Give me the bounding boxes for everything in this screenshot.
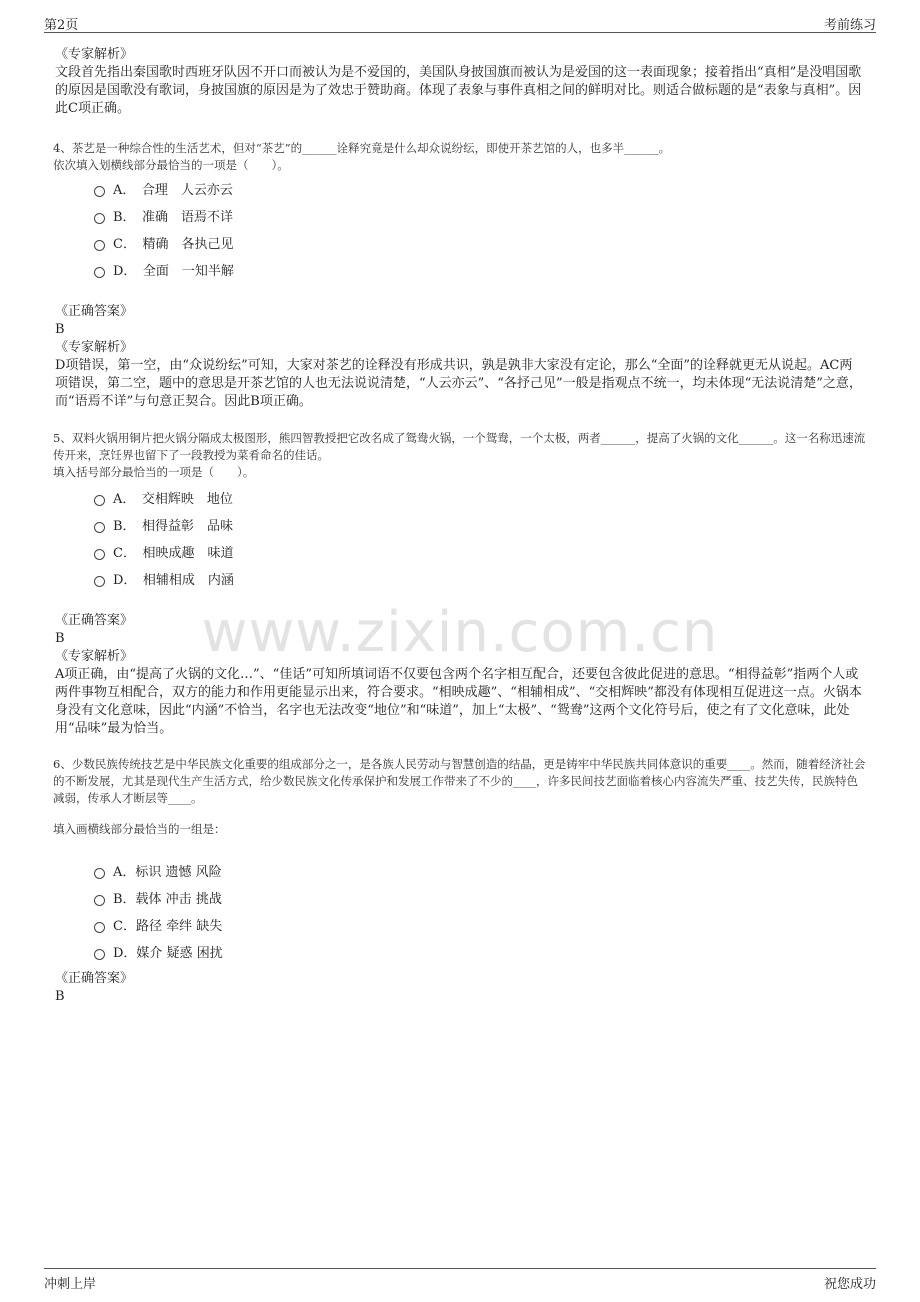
footer-right-text: 祝您成功 [823,1277,876,1292]
q5-analysis-text: A项正确，由“提高了火锅的文化…”、“佳话”可知所填词语不仅要包含两个名字相互配合，还要包含彼此促进的意思。“相得益彰”指两个人或两件事物互相配合，双方的能力和作用更能显示出来，符合要求。“相映成趣”、“相辅相成”、“交相辉映”都没有体现相互促进这一点。火锅本身没有文化意味，因此“内涵”不恰当，名字也无法改变“地位”和“味道”，加上“太极”、“鸳鸯”这两个文化符号后，使之有了文化意味，此处用“品味”最为恰当。 [55,667,862,736]
radio-icon[interactable] [94,549,105,560]
q5-prompt: 填入括号部分最恰当的一项是（ ）。 [53,465,255,479]
analysis-label: 《专家解析》 [55,340,134,355]
q4-prompt: 依次填入划横线部分最恰当的一项是（ ）。 [53,158,289,172]
radio-icon[interactable] [94,267,105,278]
q4-analysis-text: D项错误，第一空，由“众说纷纭”可知，大家对茶艺的诠释没有形成共识，孰是孰非大家没有定论，那么“全面”的诠释就更无从说起。AC两项错误，第二空，题中的意思是开茶艺馆的人也无法说说清楚，“人云亦云”、“各抒己见”一般是指观点不统一，均未体现“无法说清楚”之意，而“语焉不详”与句意正契合。因此B项正确。 [55,358,862,409]
q5-stem: 5、双料火锅用铜片把火锅分隔成太极图形，熊四智教授把它改名成了鸳鸯火锅，一个鸳鸯，一个太极，两者______，提高了火锅的文化______。这一名称迅速流传开来，烹饪界也留下了一段教授为菜肴命名的佳话。 [53,431,866,462]
q5-option-c[interactable]: C． 相映成趣 味道 [94,538,234,565]
radio-icon[interactable] [94,213,105,224]
radio-icon[interactable] [94,240,105,251]
q4-option-c[interactable]: C． 精确 各执己见 [94,229,234,256]
radio-icon[interactable] [94,186,105,197]
q4-answer-block [55,303,865,411]
page-number: 第2页 [44,18,79,33]
q6-stem-block [53,756,868,838]
q6-option-c[interactable]: C．路径 牵绊 缺失 [94,911,223,938]
header-title: 考前练习 [823,18,876,33]
q4-stem-block [53,140,868,174]
q4-option-d[interactable]: D． 全面 一知半解 [94,256,234,283]
q4-answer: B [55,322,65,337]
q6-option-d[interactable]: D．媒介 疑惑 困扰 [94,938,223,965]
answer-label: 《正确答案》 [55,613,134,628]
q5-option-a[interactable]: A． 交相辉映 地位 [94,484,234,511]
radio-icon[interactable] [94,895,105,906]
radio-icon[interactable] [94,576,105,587]
q4-options [94,175,234,283]
q5-options [94,484,234,592]
q4-option-a[interactable]: A． 合理 人云亦云 [94,175,234,202]
radio-icon[interactable] [94,868,105,879]
q4-stem: 4、茶艺是一种综合性的生活艺术，但对“茶艺”的______诠释究竟是什么却众说纷纭，即使开茶艺馆的人，也多半______。 [53,141,671,155]
q3-analysis-block [55,46,865,118]
footer-left-text: 冲刺上岸 [44,1277,97,1292]
q6-answer: B [55,989,65,1004]
radio-icon[interactable] [94,922,105,933]
q6-option-a[interactable]: A．标识 遗憾 风险 [94,857,223,884]
q5-answer: B [55,631,65,646]
q6-option-b[interactable]: B．载体 冲击 挑战 [94,884,223,911]
analysis-label: 《专家解析》 [55,649,134,664]
analysis-label: 《专家解析》 [55,47,134,62]
radio-icon[interactable] [94,495,105,506]
q4-option-b[interactable]: B． 准确 语焉不详 [94,202,234,229]
q5-stem-block [53,430,868,481]
answer-label: 《正确答案》 [55,304,134,319]
watermark: www.zixin.com.cn [201,600,719,665]
radio-icon[interactable] [94,522,105,533]
page-footer [44,1268,876,1293]
q5-option-d[interactable]: D． 相辅相成 内涵 [94,565,234,592]
q6-answer-block [55,970,865,1006]
q6-stem: 6、少数民族传统技艺是中华民族文化重要的组成部分之一，是各族人民劳动与智慧创造的结晶，更是铸牢中华民族共同体意识的重要____。然而，随着经济社会的不断发展，尤其是现代生产生活方式，给少数民族文化传承保护和发展工作带来了不少的____，许多民间技艺面临着核心内容流失严重、技艺失传，民族特色减弱，传承人才断层等____。 [53,757,866,805]
q6-prompt: 填入画横线部分最恰当的一组是： [53,822,226,836]
q3-analysis-text: 文段首先指出秦国歌时西班牙队因不开口而被认为是不爱国的，美国队身披国旗而被认为是爱国的这一表面现象；接着指出“真相”是没唱国歌的原因是国歌没有歌词，身披国旗的原因是为了效忠于赞助商。体现了表象与事件真相之间的鲜明对比。则适合做标题的是“表象与真相”。因此C项正确。 [55,65,862,116]
q5-answer-block [55,612,865,738]
q5-option-b[interactable]: B． 相得益彰 品味 [94,511,234,538]
page-header [44,10,876,33]
radio-icon[interactable] [94,949,105,960]
q6-options [94,857,223,965]
answer-label: 《正确答案》 [55,971,134,986]
